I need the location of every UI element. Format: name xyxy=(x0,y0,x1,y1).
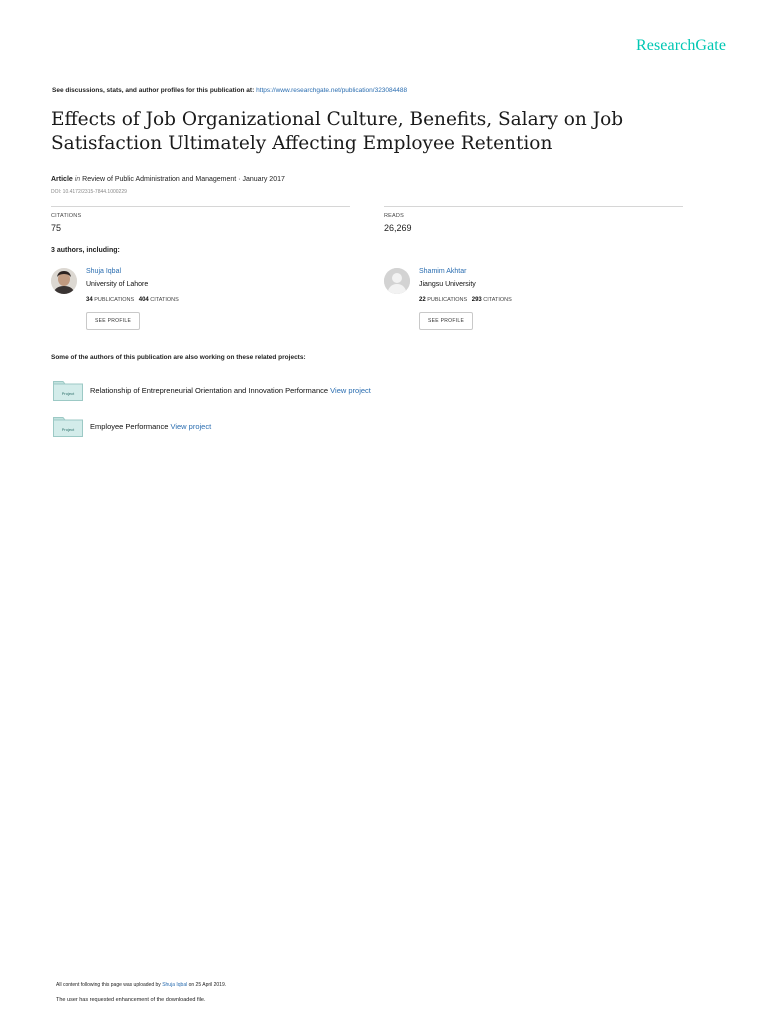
researchgate-logo[interactable]: ResearchGate xyxy=(636,37,727,54)
paper-title: Effects of Job Organizational Culture, Benefits, Salary on Job Satisfaction Ultimately Affecting Employee Retention xyxy=(51,109,624,154)
author-institution: Jiangsu University xyxy=(419,281,476,288)
publications-count: 34 xyxy=(86,297,93,303)
author-stats xyxy=(86,297,179,303)
author-name-link[interactable]: Shuja Iqbal xyxy=(86,268,122,275)
reads-divider xyxy=(384,206,683,207)
see-profile-button[interactable]: SEE PROFILE xyxy=(419,312,473,330)
citations-count: 293 xyxy=(471,297,482,303)
venue-date: Review of Public Administration and Management · January 2017 xyxy=(82,176,285,183)
project-item xyxy=(90,386,371,395)
citations-divider xyxy=(51,206,350,207)
related-projects-heading: Some of the authors of this publication are also working on these related projects: xyxy=(51,354,306,361)
upload-note-prefix: All content following this page was uploaded by xyxy=(56,982,163,988)
reads-count: 26,269 xyxy=(384,223,412,233)
doi: DOI: 10.4172/2315-7844.1000229 xyxy=(51,189,127,195)
upload-note-suffix: on 25 April 2019. xyxy=(187,982,227,988)
citations-label: CITATIONS xyxy=(51,213,82,219)
publications-label: PUBLICATIONS xyxy=(94,297,135,303)
project-item xyxy=(90,422,211,431)
project-icon-label: Project xyxy=(61,427,75,432)
project-folder-icon xyxy=(53,417,83,437)
project-title: Relationship of Entrepreneurial Orientation and Innovation Performance xyxy=(90,386,329,395)
author-photo-avatar[interactable] xyxy=(51,268,77,294)
enhancement-note: The user has requested enhancement of the downloaded file. xyxy=(56,997,206,1003)
project-title: Employee Performance xyxy=(90,422,169,431)
author-institution: University of Lahore xyxy=(86,281,149,288)
author-stats xyxy=(419,297,512,303)
view-project-link[interactable]: View project xyxy=(170,422,212,431)
in-label: in xyxy=(74,176,81,183)
author-name-link[interactable]: Shamim Akhtar xyxy=(419,268,467,275)
default-avatar-icon[interactable] xyxy=(384,268,410,294)
project-folder-icon xyxy=(53,381,83,401)
citations-label: CITATIONS xyxy=(150,297,179,303)
authors-heading: 3 authors, including: xyxy=(51,247,120,254)
uploader-link[interactable]: Shuja Iqbal xyxy=(162,982,188,988)
intro-line xyxy=(52,87,407,94)
citations-count: 404 xyxy=(138,297,149,303)
publications-count: 22 xyxy=(419,297,426,303)
view-project-link[interactable]: View project xyxy=(330,386,371,395)
upload-note xyxy=(56,982,226,988)
citations-label: CITATIONS xyxy=(483,297,512,303)
publications-label: PUBLICATIONS xyxy=(427,297,468,303)
intro-text: See discussions, stats, and author profiles for this publication at: xyxy=(52,87,257,94)
see-profile-button[interactable]: SEE PROFILE xyxy=(86,312,140,330)
paper-meta xyxy=(51,176,285,183)
project-icon-label: Project xyxy=(61,391,75,396)
reads-label: READS xyxy=(384,213,404,219)
article-type: Article xyxy=(51,176,73,183)
citations-count: 75 xyxy=(51,223,62,233)
publication-url-link[interactable]: https://www.researchgate.net/publication/323084488 xyxy=(256,87,408,94)
